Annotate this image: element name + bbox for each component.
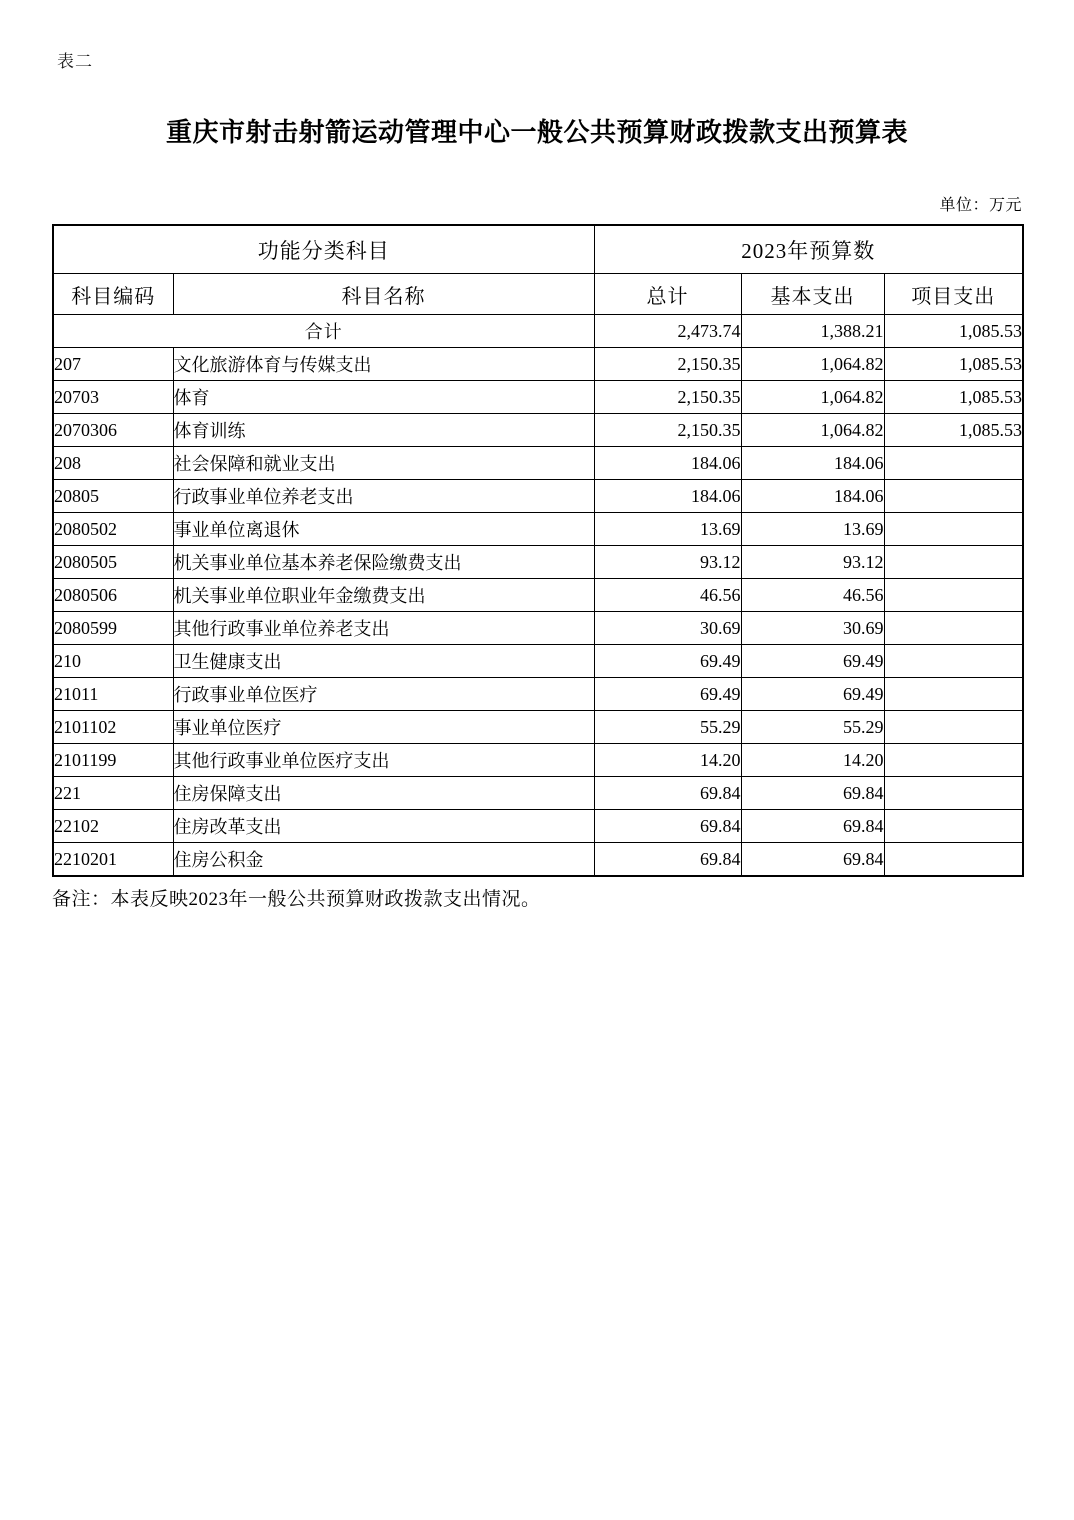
cell-subject-name: 事业单位医疗 (173, 711, 594, 744)
cell-basic-expenditure: 1,064.82 (741, 348, 884, 381)
cell-project-expenditure (884, 645, 1023, 678)
table-row (53, 513, 1023, 546)
cell-project-expenditure (884, 480, 1023, 513)
table-row (53, 447, 1023, 480)
table-row (53, 711, 1023, 744)
cell-subject-code: 2080599 (53, 612, 173, 645)
cell-project-expenditure: 1,085.53 (884, 381, 1023, 414)
table-row (53, 678, 1023, 711)
cell-subject-code: 20703 (53, 381, 173, 414)
table-row (53, 348, 1023, 381)
cell-basic-expenditure: 69.84 (741, 777, 884, 810)
cell-basic-expenditure: 13.69 (741, 513, 884, 546)
cell-total: 184.06 (594, 480, 741, 513)
cell-subject-name: 其他行政事业单位医疗支出 (173, 744, 594, 777)
cell-total: 69.84 (594, 843, 741, 877)
cell-total: 30.69 (594, 612, 741, 645)
sheet-label: 表二 (57, 52, 93, 71)
table-row (53, 480, 1023, 513)
cell-project-expenditure: 1,085.53 (884, 348, 1023, 381)
header-sub-row (53, 274, 1023, 315)
cell-project-expenditure (884, 711, 1023, 744)
cell-basic-expenditure: 46.56 (741, 579, 884, 612)
cell-basic-expenditure: 55.29 (741, 711, 884, 744)
cell-subject-code: 2070306 (53, 414, 173, 447)
cell-subject-code: 2101199 (53, 744, 173, 777)
cell-total: 93.12 (594, 546, 741, 579)
cell-subject-name: 住房保障支出 (173, 777, 594, 810)
header-group-row (53, 225, 1023, 274)
cell-total: 14.20 (594, 744, 741, 777)
cell-basic-expenditure: 69.84 (741, 810, 884, 843)
cell-subject-name: 机关事业单位基本养老保险缴费支出 (173, 546, 594, 579)
cell-total: 184.06 (594, 447, 741, 480)
cell-total: 2,150.35 (594, 381, 741, 414)
cell-project-expenditure (884, 777, 1023, 810)
cell-project-expenditure (884, 513, 1023, 546)
cell-subject-code: 20805 (53, 480, 173, 513)
cell-project-expenditure (884, 843, 1023, 877)
total-row-project: 1,085.53 (884, 315, 1023, 348)
cell-subject-name: 事业单位离退休 (173, 513, 594, 546)
cell-basic-expenditure: 1,064.82 (741, 381, 884, 414)
cell-project-expenditure (884, 612, 1023, 645)
unit-note: 单位：万元 (939, 197, 1022, 214)
cell-project-expenditure (884, 447, 1023, 480)
cell-subject-code: 2080502 (53, 513, 173, 546)
cell-basic-expenditure: 69.84 (741, 843, 884, 877)
cell-subject-code: 208 (53, 447, 173, 480)
table-row (53, 645, 1023, 678)
cell-subject-code: 2080506 (53, 579, 173, 612)
header-col-code: 科目编码 (53, 274, 173, 315)
header-col-basic: 基本支出 (741, 274, 884, 315)
table-header (53, 225, 1023, 315)
cell-subject-code: 2101102 (53, 711, 173, 744)
cell-subject-name: 行政事业单位养老支出 (173, 480, 594, 513)
cell-basic-expenditure: 184.06 (741, 480, 884, 513)
cell-project-expenditure (884, 546, 1023, 579)
cell-total: 69.49 (594, 678, 741, 711)
cell-basic-expenditure: 1,064.82 (741, 414, 884, 447)
header-col-project: 项目支出 (884, 274, 1023, 315)
cell-total: 55.29 (594, 711, 741, 744)
cell-total: 2,150.35 (594, 348, 741, 381)
header-col-name: 科目名称 (173, 274, 594, 315)
table-row (53, 546, 1023, 579)
cell-subject-name: 其他行政事业单位养老支出 (173, 612, 594, 645)
cell-project-expenditure (884, 579, 1023, 612)
table-row (53, 744, 1023, 777)
cell-total: 13.69 (594, 513, 741, 546)
cell-subject-name: 卫生健康支出 (173, 645, 594, 678)
cell-project-expenditure (884, 810, 1023, 843)
header-group-function-classification: 功能分类科目 (53, 225, 594, 274)
cell-subject-code: 2210201 (53, 843, 173, 877)
cell-subject-name: 住房公积金 (173, 843, 594, 877)
table-row (53, 843, 1023, 877)
total-row-total: 2,473.74 (594, 315, 741, 348)
header-group-budget-year: 2023年预算数 (594, 225, 1023, 274)
table-body (53, 315, 1023, 877)
table-row (53, 414, 1023, 447)
budget-table-container (52, 224, 1022, 877)
cell-subject-code: 221 (53, 777, 173, 810)
cell-basic-expenditure: 69.49 (741, 645, 884, 678)
cell-basic-expenditure: 30.69 (741, 612, 884, 645)
table-row (53, 777, 1023, 810)
cell-total: 69.49 (594, 645, 741, 678)
cell-basic-expenditure: 93.12 (741, 546, 884, 579)
table-row-total (53, 315, 1023, 348)
total-row-label: 合计 (53, 315, 594, 348)
table-row (53, 612, 1023, 645)
cell-total: 69.84 (594, 810, 741, 843)
cell-subject-code: 210 (53, 645, 173, 678)
table-row (53, 381, 1023, 414)
cell-total: 2,150.35 (594, 414, 741, 447)
cell-subject-code: 21011 (53, 678, 173, 711)
cell-project-expenditure: 1,085.53 (884, 414, 1023, 447)
header-col-total: 总计 (594, 274, 741, 315)
page-title: 重庆市射击射箭运动管理中心一般公共预算财政拨款支出预算表 (165, 118, 908, 147)
cell-basic-expenditure: 69.49 (741, 678, 884, 711)
cell-subject-code: 22102 (53, 810, 173, 843)
cell-subject-name: 社会保障和就业支出 (173, 447, 594, 480)
table-row (53, 579, 1023, 612)
cell-subject-name: 住房改革支出 (173, 810, 594, 843)
cell-basic-expenditure: 14.20 (741, 744, 884, 777)
cell-total: 46.56 (594, 579, 741, 612)
cell-subject-name: 体育训练 (173, 414, 594, 447)
cell-project-expenditure (884, 744, 1023, 777)
cell-subject-name: 行政事业单位医疗 (173, 678, 594, 711)
cell-total: 69.84 (594, 777, 741, 810)
cell-subject-name: 文化旅游体育与传媒支出 (173, 348, 594, 381)
cell-subject-name: 体育 (173, 381, 594, 414)
budget-table (52, 224, 1024, 877)
cell-project-expenditure (884, 678, 1023, 711)
total-row-basic: 1,388.21 (741, 315, 884, 348)
cell-basic-expenditure: 184.06 (741, 447, 884, 480)
table-row (53, 810, 1023, 843)
footnote: 备注：本表反映2023年一般公共预算财政拨款支出情况。 (52, 889, 541, 910)
cell-subject-code: 207 (53, 348, 173, 381)
cell-subject-code: 2080505 (53, 546, 173, 579)
cell-subject-name: 机关事业单位职业年金缴费支出 (173, 579, 594, 612)
